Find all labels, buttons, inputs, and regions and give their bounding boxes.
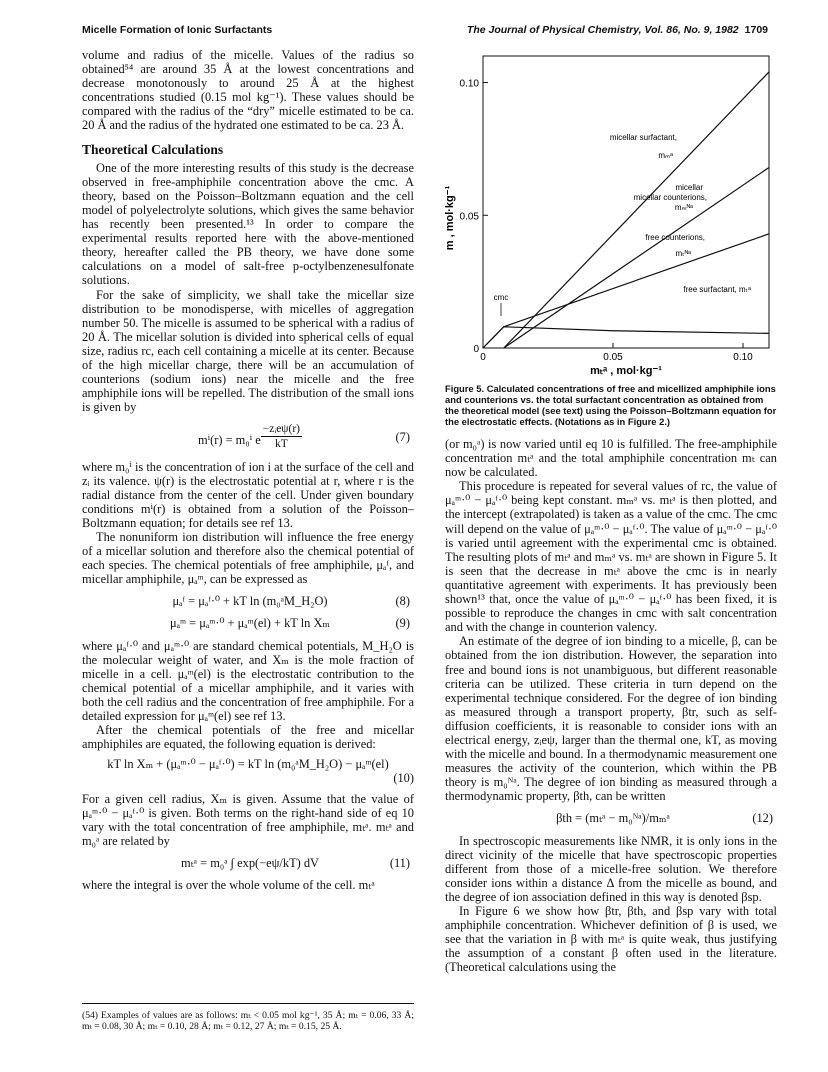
equation-9 xyxy=(82,616,414,630)
y-tick-label: 0.05 xyxy=(459,211,479,223)
label-free-surfactant: free surfactant, mₜᵃ xyxy=(683,285,751,294)
y-axis-label: m , mol·kg⁻¹ xyxy=(445,185,456,251)
series-line-1 xyxy=(504,72,769,348)
paragraph: This procedure is repeated for several values of rc, the value of μₐᵐ·⁰ − μₐᶠ·⁰ being kept constant. mₘᵃ vs. mₜᵃ is then plotted, and the intercept (extrapolated) is taken as a value of the cmc. The cmc will depend on the value of μₐᵐ·⁰ − μₐᶠ·⁰. The value of μₐᵐ·⁰ − μₐᶠ·⁰ is varied until agreement with the experimental cmc is obtained. The resulting plots of mₜᵃ and mₘᵃ vs. mₜᵃ are shown in Figure 5. It is seen that the decrease in mₜᵃ above the cmc is in nearly quantitative agreement with experiments. It has previously been shown¹³ that, once the value of μₐᵐ·⁰ − μₐᶠ·⁰ has been fixed, it is possible to reproduce the changes in cmc with salt concentration and with the change in counterion valency. xyxy=(445,479,777,635)
equation-number: (7) xyxy=(395,429,410,444)
y-tick-label: 0 xyxy=(473,344,479,355)
equation-7 xyxy=(82,422,414,451)
equation-body xyxy=(122,422,378,451)
figure-5-chart xyxy=(445,48,777,378)
y-axis-label-group xyxy=(445,185,456,250)
figure-caption-text: Calculated concentrations of free and micellized amphiphile ions and counterions vs. the total surfactant concentration as obtained from the theoretical model (see text) using the Poisson–Boltzmann equation for the electrostatic effects. (Notations as in Figure 2.) xyxy=(445,383,777,427)
paragraph: In Figure 6 we show how βtr, βth, and βsp vary with total amphiphile concentration. Whichever definition of β is used, we see that the variation in β with mₜᵃ is quite weak, thus justifying the assumption of a constant β often used in the literature. (Theoretical calculations using the xyxy=(445,904,777,975)
label-micellar-counterions-line1: micellar xyxy=(675,183,703,192)
figure-caption xyxy=(445,383,777,427)
x-axis-label: mₜᵃ , mol·kg⁻¹ xyxy=(590,365,662,377)
equation-12 xyxy=(445,811,777,825)
fraction-denominator: kT xyxy=(274,438,288,451)
equation-number: (10) xyxy=(393,771,414,786)
equation-number: (9) xyxy=(395,616,410,631)
equation-number: (11) xyxy=(389,855,410,870)
paragraph: An estimate of the degree of ion binding to a micelle, β, can be obtained from the ion distribution. However, the separation into free and bound ions is not unambiguous, but different reasonable criteria can be utilized. These criteria in turn depend on the experimental technique considered. For the degree of ion binding as measured through a transport property, βtr, such as self-diffusion coefficients, it is reasonable to consider ions with an electrical energy, zᵢeψ, larger than the thermal one, kT, as moving with the micelle and bound. In a thermodynamic measurement one measures the activity of the counterion, which within the PB theory is m₀ᴺᵃ. The degree of ion binding as measured through a thermodynamic property, βth, can be written xyxy=(445,634,777,804)
left-column xyxy=(82,48,414,892)
paragraph: where the integral is over the whole volume of the cell. mₜᵃ xyxy=(82,877,375,892)
x-tick-label: 0 xyxy=(480,352,486,363)
paragraph: After the chemical potentials of the free and micellar amphiphiles are equated, the following equation is derived: xyxy=(82,723,414,752)
label-micellar-surfactant-symbol: mₘᵃ xyxy=(658,151,673,160)
running-header-journal xyxy=(467,24,768,36)
series-group xyxy=(483,72,769,348)
paragraph: volume and radius of the micelle. Values of the radius so obtained⁵⁴ are around 35 Å at the lowest concentrations and decrease monotonously to around 25 Å at the highest concentrations studied (0.15 mol kg⁻¹). These values should be compared with the radius of the “dry” micelle estimated to be ca. 20 Å and the radius of the hydrated one estimated to be ca. 23 Å. xyxy=(82,48,414,133)
equation-8 xyxy=(82,594,414,608)
paragraph: One of the more interesting results of this study is the decrease observed in free-amphiphile concentration above the cmc. A theory, based on the Poisson–Boltzmann equation and the cell model of polyelectrolyte solutions, which gives the same behavior has recently been presented.¹³ In order to compare the experimental results reported here with the above-mentioned theory, hereafter called the PB theory, we have done some calculations on a model of salt-free p-octylbenzenesulfonate solutions. xyxy=(82,160,414,288)
x-tick-label: 0.10 xyxy=(733,352,753,363)
tick-group xyxy=(460,79,754,363)
equation-11 xyxy=(82,856,414,870)
journal-citation: The Journal of Physical Chemistry, Vol. 86, No. 9, 1982 xyxy=(466,24,739,36)
running-header-title: Micelle Formation of Ionic Surfactants xyxy=(82,24,273,36)
y-tick-label: 0.10 xyxy=(459,78,479,90)
series-line-4 xyxy=(483,327,769,348)
equation-number: (12) xyxy=(752,811,773,826)
paragraph: For a given cell radius, Xₘ is given. Assume that the value of μₐᵐ·⁰ − μₐᶠ·⁰ is given. Both terms on the right-hand side of eq 10 vary with the total concentration of free amphiphile, mₜᵃ. mₜᵃ and m₀ᵃ are related by xyxy=(82,791,414,848)
figure-5 xyxy=(445,48,777,378)
footnote: (54) Examples of values are as follows: mₜ < 0.05 mol kg⁻¹, 35 Å; mₜ = 0.06, 33 Å; mₜ = 0.08, 30 Å; mₜ = 0.10, 28 Å; mₜ = 0.12, 27 Å; mₜ = 0.15, 25 Å. xyxy=(82,1003,414,1032)
exponent-fraction xyxy=(261,422,302,451)
figure-caption-label: Figure 5. xyxy=(445,383,485,394)
label-cmc: cmc xyxy=(493,293,509,302)
equation-body: μₐᵐ = μₐᵐ·⁰ + μₐᵐ(el) + kT ln Xₘ xyxy=(169,616,331,631)
equation-number: (8) xyxy=(395,594,410,609)
paragraph: where m₀ⁱ is the concentration of ion i at the surface of the cell and zᵢ its valence. ψ(r) is the electrostatic potential at r, where r is the radial distance from the center of the cell. Under given boundary conditions mⁱ(r) is obtained from a solution of the Poisson–Boltzmann equation; for details see ref 13. xyxy=(82,459,414,530)
label-free-counterions: free counterions, xyxy=(645,233,705,242)
equation-lhs: mⁱ(r) = m₀ⁱ e xyxy=(197,433,261,448)
equation-body: μₐᶠ = μₐᶠ·⁰ + kT ln (m₀ᵃM_H₂O) xyxy=(172,594,328,609)
x-tick-label: 0.05 xyxy=(603,352,623,363)
plot-frame xyxy=(483,56,769,348)
label-micellar-counterions-symbol: mₘᴺᵃ xyxy=(674,203,693,212)
equation-body: kT ln Xₘ + (μₐᵐ·⁰ − μₐᶠ·⁰) = kT ln (m₀ᵃM_H₂O) − μₐᵐ(el) xyxy=(107,757,389,772)
page-number: 1709 xyxy=(744,24,768,36)
section-heading: Theoretical Calculations xyxy=(82,141,224,157)
paragraph: where μₐᶠ·⁰ and μₐᵐ·⁰ are standard chemical potentials, M_H₂O is the molecular weight of water, and Xₘ is the mole fraction of micelle in a cell. μₐᵐ(el) is the electrostatic contribution to the chemical potential of a micellar amphiphile, and it varies with both the cell radius and the concentration of free amphiphile. For a detailed expression for μₐᵐ(el) see ref 13. xyxy=(82,638,414,724)
equation-10 xyxy=(82,757,414,785)
equation-body: βth = (mₜᵃ − m₀ᴺᵃ)/mₘᵃ xyxy=(556,811,670,826)
paragraph: In spectroscopic measurements like NMR, it is only ions in the direct vicinity of the micelle that have spectroscopic properties different from those of a micelle-free solution. We therefore consider ions within a distance Δ from the micelle as bound, and the degree of ion association defined in this way is denoted βsp. xyxy=(445,833,777,904)
paragraph: (or m₀ᵃ) is now varied until eq 10 is fulfilled. The free-amphiphile concentration mₜᵃ and the total amphiphile concentration mₜ can now be calculated. xyxy=(445,437,777,480)
right-column xyxy=(445,437,777,974)
paragraph: The nonuniform ion distribution will influence the free energy of a micellar solution and therefore also the chemical potential of each species. The chemical potentials of free amphiphile, μₐᶠ, and micellar amphiphile, μₐᵐ, can be expressed as xyxy=(82,530,414,587)
equation-body: mₜᵃ = m₀ᵃ ∫ exp(−eψ/kT) dV xyxy=(180,855,320,870)
label-micellar-surfactant: micellar surfactant, xyxy=(609,133,677,142)
label-micellar-counterions: micellar counterions, xyxy=(633,193,707,202)
paragraph: For the sake of simplicity, we shall take the micellar size distribution to be monodisperse, with micelles of aggregation number 50. The micelle is assumed to be spherical with a radius of 20 Å. The micellar solution is divided into spherical cells of equal size, radius rc, each cell containing a micelle at its center. Because of the high micellar charge, there will be an accumulation of counterions (sodium ions) near the micelle and the free amphiphile ions will be repelled. The distribution of the small ions is given by xyxy=(82,287,414,415)
label-free-counterions-symbol: mₜᴺᵃ xyxy=(675,249,691,258)
fraction-numerator: −zᵢeψ(r) xyxy=(261,422,302,437)
